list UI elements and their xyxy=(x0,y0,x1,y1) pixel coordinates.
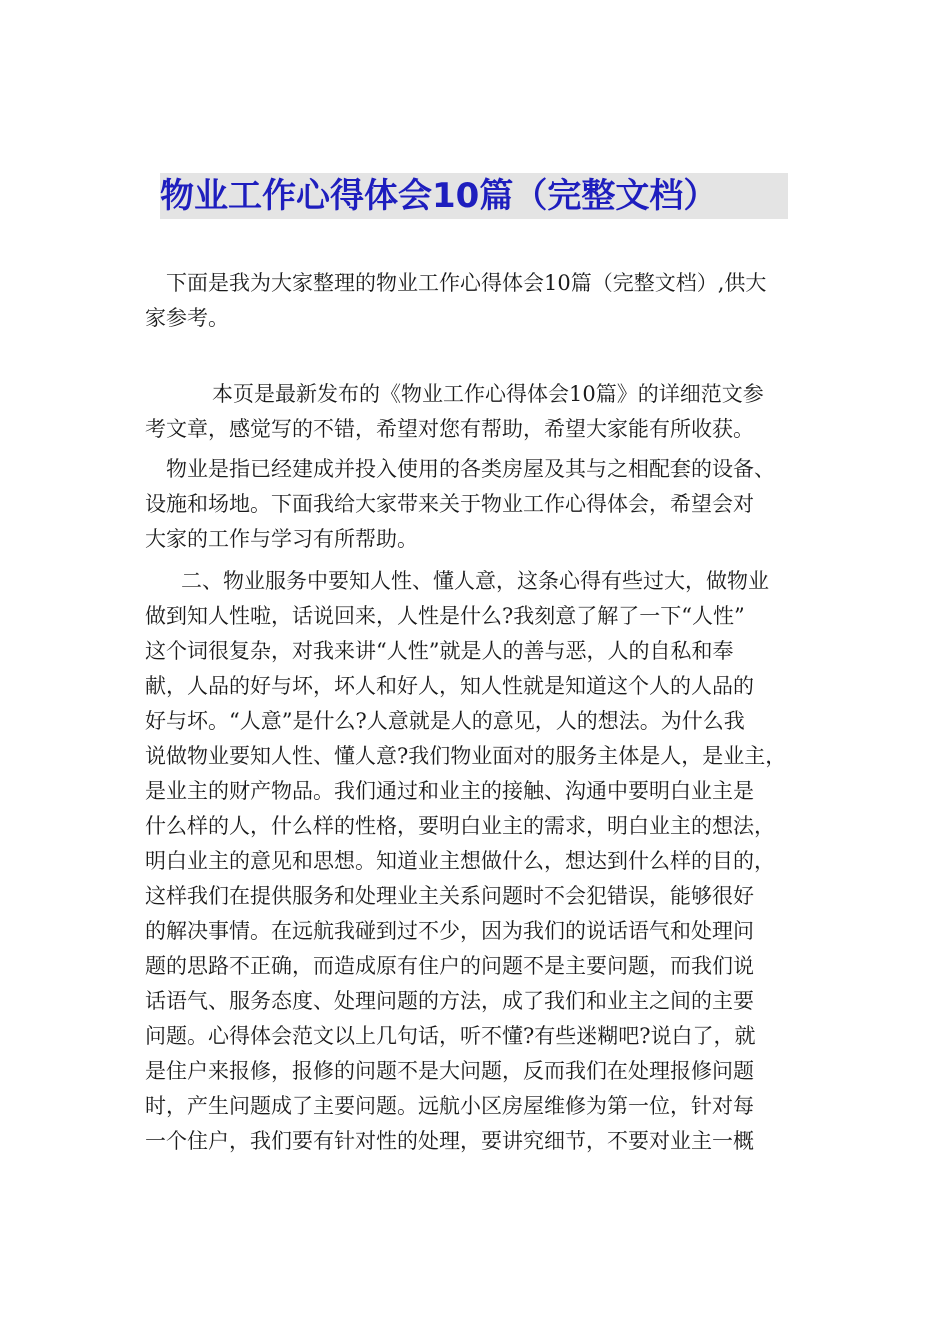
text-line: 下面是我为大家整理的物业工作心得体会10篇（完整文档）,供大 xyxy=(166,271,767,295)
text-line: 什么样的人，什么样的性格，要明白业主的需求，明白业主的想法， xyxy=(145,814,775,838)
section-two-paragraph xyxy=(145,564,815,1194)
text-line: 一个住户，我们要有针对性的处理，要讲究细节，不要对业主一概 xyxy=(145,1129,754,1153)
text-line: 考文章，感觉写的不错，希望对您有帮助，希望大家能有所收获。 xyxy=(145,417,754,441)
text-line: 家参考。 xyxy=(145,306,229,330)
text-line: 明白业主的意见和思想。知道业主想做什么，想达到什么样的目的， xyxy=(145,849,775,873)
text-line: 设施和场地。下面我给大家带来关于物业工作心得体会，希望会对 xyxy=(145,492,754,516)
text-line: 话语气、服务态度、处理问题的方法，成了我们和业主之间的主要 xyxy=(145,989,754,1013)
text-line xyxy=(145,1159,815,1194)
text-line: 的解决事情。在远航我碰到过不少，因为我们的说话语气和处理问 xyxy=(145,919,754,943)
text-line: 说做物业要知人性、懂人意?我们物业面对的服务主体是人，是业主， xyxy=(145,744,787,768)
text-line: 二、物业服务中要知人性、懂人意，这条心得有些过大，做物业 xyxy=(181,569,769,593)
summary-paragraph xyxy=(145,377,815,447)
text-line: 物业是指已经建成并投入使用的各类房屋及其与之相配套的设备、 xyxy=(166,457,775,481)
text-line: 是住户来报修，报修的问题不是大问题，反而我们在处理报修问题 xyxy=(145,1059,754,1083)
text-line: 题的思路不正确，而造成原有住户的问题不是主要问题，而我们说 xyxy=(145,954,754,978)
text-line: 好与坏。“人意”是什么?人意就是人的意见，人的想法。为什么我 xyxy=(145,709,745,733)
text-line: 问题。心得体会范文以上几句话，听不懂?有些迷糊吧?说白了，就 xyxy=(145,1024,756,1048)
text-line: 大家的工作与学习有所帮助。 xyxy=(145,527,418,551)
text-line: 是业主的财产物品。我们通过和业主的接触、沟通中要明白业主是 xyxy=(145,779,754,803)
intro-paragraph xyxy=(145,266,815,336)
text-line: 献，人品的好与坏，坏人和好人，知人性就是知道这个人的人品的 xyxy=(145,674,754,698)
text-line: 做到知人性啦，话说回来，人性是什么?我刻意了解了一下“人性” xyxy=(145,604,745,628)
text-line: 这样我们在提供服务和处理业主关系问题时不会犯错误，能够很好 xyxy=(145,884,754,908)
text-line: 本页是最新发布的《物业工作心得体会10篇》的详细范文参 xyxy=(212,382,764,406)
text-line: 这个词很复杂，对我来讲“人性”就是人的善与恶，人的自私和奉 xyxy=(145,639,734,663)
document-title: 物业工作心得体会10篇（完整文档） xyxy=(160,173,788,219)
text-line: 时，产生问题成了主要问题。远航小区房屋维修为第一位，针对每 xyxy=(145,1094,754,1118)
definition-paragraph xyxy=(145,452,815,557)
